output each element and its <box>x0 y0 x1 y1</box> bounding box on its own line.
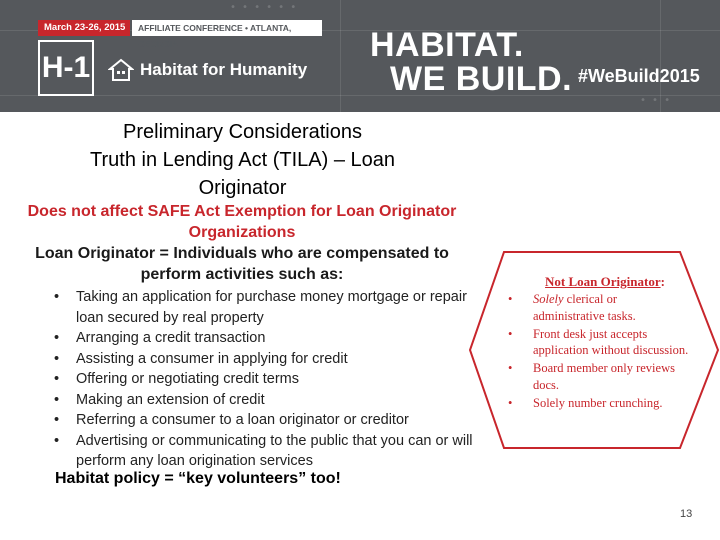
hashtag: #WeBuild2015 <box>578 66 700 86</box>
slide-title <box>30 118 455 202</box>
blueprint-annotation: • • • <box>640 95 671 106</box>
blueprint-gridline <box>340 0 341 112</box>
title-line-3: Originator <box>198 177 287 199</box>
list-item: • Referring a consumer to a loan originator or creditor <box>54 410 479 431</box>
list-item: • Offering or negotiating credit terms <box>54 369 479 390</box>
habitat-logo <box>108 55 307 85</box>
subheading <box>14 201 470 285</box>
not-originator-box <box>500 273 690 413</box>
page-number: 13 <box>680 508 693 520</box>
list-item: • Advertising or communicating to the public that you can or will perform any loan origination services <box>54 431 479 472</box>
item-text: clerical or administrative tasks. <box>533 292 636 323</box>
conference-banner <box>0 0 720 112</box>
list-item: • Making an extension of credit <box>54 390 479 411</box>
list-item: • Taking an application for purchase money mortgage or repair loan secured by real property <box>54 287 479 328</box>
list-item: • Board member only reviews docs. <box>500 360 690 394</box>
list-item: • Arranging a credit transaction <box>54 328 479 349</box>
list-item <box>500 291 690 325</box>
headline-habitat: HABITAT. <box>370 26 524 64</box>
blueprint-annotation: • • • • • • <box>230 2 297 13</box>
title-colon: : <box>660 274 665 289</box>
headline-we-build: WE BUILD. <box>390 60 573 98</box>
title-line-2: Truth in Lending Act (TILA) – Loan <box>90 149 395 171</box>
not-originator-title <box>500 273 690 291</box>
habitat-house-icon <box>108 57 134 83</box>
session-code: H-1 <box>38 40 94 96</box>
conference-dates: March 23-26, 2015 <box>38 20 130 36</box>
blueprint-gridline <box>0 95 720 96</box>
not-originator-title-text: Not Loan Originator <box>545 274 661 289</box>
title-line-1: Preliminary Considerations <box>123 121 362 143</box>
list-item: • Assisting a consumer in applying for credit <box>54 349 479 370</box>
logo-text: Habitat for Humanity <box>140 60 308 79</box>
habitat-policy: Habitat policy = “key volunteers” too! <box>55 470 341 487</box>
not-originator-list <box>500 291 690 412</box>
safe-act-note: Does not affect SAFE Act Exemption for Loan Originator Organizations <box>27 203 457 241</box>
list-item: • Front desk just accepts application without discussion. <box>500 326 690 360</box>
loan-originator-definition: Loan Originator = Individuals who are compensated to perform activities such as: <box>35 245 449 283</box>
activities-list <box>54 287 479 472</box>
conference-name: AFFILIATE CONFERENCE • ATLANTA, GEORGIA <box>132 20 322 36</box>
solely-emphasis: Solely <box>533 292 564 306</box>
list-item: • Solely number crunching. <box>500 395 690 412</box>
